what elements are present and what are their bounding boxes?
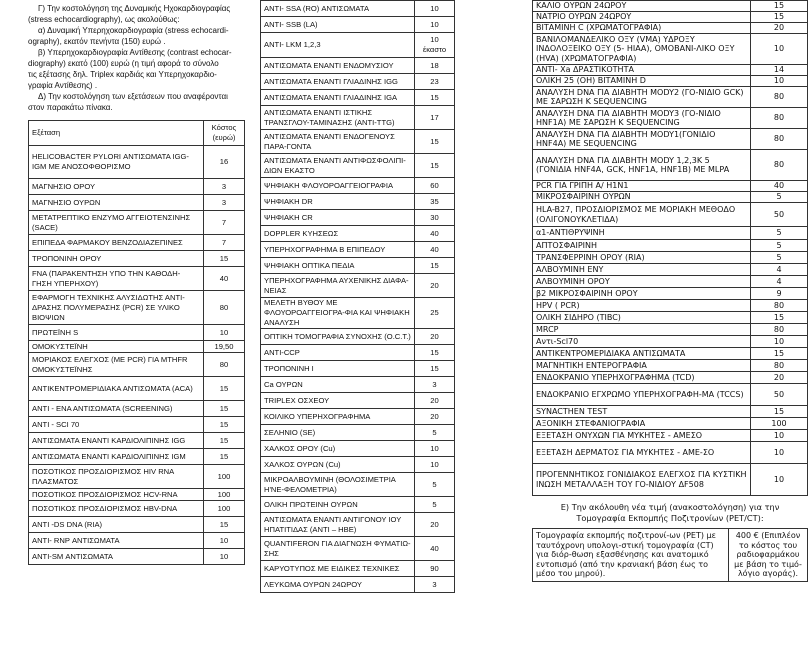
exam-cost-cell: 30	[415, 210, 455, 226]
exam-cost-cell: 90	[415, 561, 455, 577]
table-row	[29, 417, 245, 433]
intro-line: τις εξέτασης δηλ. Triplex καρδιάς και Υπερηχοκαρδιο-	[28, 70, 217, 79]
exam-cost-cell: 15	[415, 361, 455, 377]
table-row	[533, 288, 808, 300]
exam-name-cell: ANTI- LKM 1,2,3	[261, 33, 415, 58]
table-row	[533, 203, 808, 227]
table-row	[29, 377, 245, 401]
exam-cost-cell: 40	[204, 267, 245, 291]
exam-name-cell: ΑΛΒΟΥΜΙΝΗ ΕΝΥ	[533, 264, 751, 276]
exam-name-cell: ΠΟΣΟΤΙΚΟΣ ΠΡΟΣΔΙΟΡΙΣΜΟΣ HIV RNA ΠΛΑΣΜΑΤΟΣ	[29, 465, 204, 489]
exam-cost-cell: 20	[415, 274, 455, 298]
exam-cost-table-3	[532, 0, 808, 496]
exam-cost-cell: 80	[751, 300, 808, 312]
table-row	[29, 353, 245, 377]
exam-cost-table-2	[260, 0, 455, 593]
exam-name-cell: FNA (ΠΑΡΑΚΕΝΤΗΣΗ ΥΠΟ ΤΗΝ ΚΑΘΟΔΗ-ΓΗΣΗ ΥΠΕΡΗΧΟΥ)	[29, 267, 204, 291]
exam-cost-cell: 4	[751, 264, 808, 276]
table-row	[29, 235, 245, 251]
exam-name-cell: ΜΑΓΝΗΣΙΟ ΟΥΡΩΝ	[29, 195, 204, 211]
exam-cost-cell: 15	[751, 406, 808, 418]
exam-name-cell: ΚΟΙΛΙΚΟ ΥΠΕΡΗΧΟΓΡΑΦΗΜΑ	[261, 409, 415, 425]
intro-line: Γ) Την κοστολόγηση της Δυναμικής Ηχοκαρδιογραφίας	[38, 4, 231, 13]
exam-name-cell: HLA-B27, ΠΡΟΣΔΙΟΡΙΣΜΟΣ ΜΕ ΜΟΡΙΑΚΗ ΜΕΘΟΔΟ (ΟΛΙΓΟΝΟΥΚΛΕΤΙΔΑ)	[533, 203, 751, 227]
exam-cost-cell: 10	[415, 1, 455, 17]
exam-name-cell: ΨΗΦΙΑΚΗ DR	[261, 194, 415, 210]
exam-cost-cell: 15	[204, 517, 245, 533]
exam-name-cell: ΠΡΟΓΕΝΝΗΤΙΚΟΣ ΓΟΝΙΔΙΑΚΟΣ ΕΛΕΓΧΟΣ ΓΙΑ ΚΥΣΤΙΚΗ ΙΝΩΣΗ ΜΕΤΑΛΛΑΞΗ ΤΟΥ ΓΟ-ΝΙΔΙΟΥ ΔF508	[533, 464, 751, 496]
exam-cost-cell: 15	[204, 417, 245, 433]
table-row	[261, 210, 455, 226]
exam-name-cell: PCR ΓΙΑ ΓΡΙΠΗ Α/ H1N1	[533, 181, 751, 192]
table-row	[261, 409, 455, 425]
exam-cost-cell: 10	[204, 325, 245, 341]
intro-text	[28, 0, 245, 113]
table-row	[261, 425, 455, 441]
table-row	[29, 179, 245, 195]
intro-line: β) Υπερηχοκαρδιογραφία Αντίθεσης (contrast echocar-	[38, 48, 232, 57]
exam-name-cell: Εξέταση	[29, 121, 204, 146]
table-row	[261, 361, 455, 377]
exam-name-cell: ΑΠΤΟΣΦΑΙΡΙΝΗ	[533, 240, 751, 252]
exam-cost-cell: 19,50	[204, 341, 245, 353]
intro-line: (stress echocardiography), ως ακολούθως:	[28, 15, 180, 24]
exam-cost-cell: 80	[751, 150, 808, 181]
table-row	[29, 533, 245, 549]
table-row	[533, 384, 808, 406]
exam-name-cell: ΑΝΤΙΣΩΜΑΤΑ ΕΝΑΝΤΙ ΙΣΤΙΚΗΣ ΤΡΑΝΣΓΛΟΥ-ΤΑΜΙΝΑΣΗΣ (ANTI-TTG)	[261, 106, 415, 130]
table-row	[29, 251, 245, 267]
exam-name-cell: ΥΠΕΡΗΧΟΓΡΑΦΗΜΑ ΑΥΧΕΝΙΚΗΣ ΔΙΑΦΑ-ΝΕΙΑΣ	[261, 274, 415, 298]
table-row	[29, 146, 245, 179]
table-row	[261, 497, 455, 513]
exam-name-cell: Τομογραφία εκπομπής ποζιτρονί-ων (PET) με ταυτόχρονη υπολογι-στική τομογραφία (CT) για διόρ-θωση εξασθένησης και ανατομικό εντοπισμό (από την κρανιακή βάση έως το μέσο του μηρού).	[533, 529, 729, 582]
exam-cost-cell: 5	[751, 252, 808, 264]
exam-cost-cell: 18	[415, 58, 455, 74]
exam-name-cell: ΤΡΑΝΣΦΕΡΡΙΝΗ ΟΡΟΥ (RIA)	[533, 252, 751, 264]
exam-cost-cell: 5	[751, 192, 808, 203]
table-row	[29, 549, 245, 565]
pet-intro-line: Ε) Την ακόλουθη νέα τιμή (ανακοστολόγηση) για την	[560, 502, 780, 512]
exam-name-cell: ΕΞΕΤΑΣΗ ΟΝΥΧΩΝ ΓΙΑ ΜΥΚΗΤΕΣ - ΑΜΕΣΟ	[533, 430, 751, 442]
exam-cost-cell: 50	[751, 203, 808, 227]
exam-name-cell: ΕΝΔΟΚΡΑΝΙΟ ΥΠΕΡΗΧΟΓΡΑΦΗΜΑ (TCD)	[533, 372, 751, 384]
exam-name-cell: ΟΜΟΚΥΣΤΕΪΝΗ	[29, 341, 204, 353]
table-row	[533, 240, 808, 252]
exam-name-cell: ΑΝΤΙΣΩΜΑΤΑ ΕΝΑΝΤΙ ΓΛΙΑΔΙΝΗΣ IGG	[261, 74, 415, 90]
exam-name-cell: Αντι-Scl70	[533, 336, 751, 348]
exam-cost-cell: 80	[751, 324, 808, 336]
table-row	[533, 348, 808, 360]
exam-name-cell: HPV ( PCR)	[533, 300, 751, 312]
intro-line: diography) εκατό (100) ευρώ (η τιμή αφορά το σύνολο	[28, 59, 219, 68]
table-row	[533, 87, 808, 108]
table-row	[533, 360, 808, 372]
column-middle	[260, 0, 455, 593]
table-row	[261, 242, 455, 258]
table-row	[29, 291, 245, 325]
table-row	[261, 577, 455, 593]
table-row	[261, 561, 455, 577]
exam-cost-cell: 20	[415, 329, 455, 345]
exam-cost-cell: 7	[204, 211, 245, 235]
exam-cost-cell: 14	[751, 65, 808, 76]
exam-name-cell: ΑΝΑΛΥΣΗ DNA ΓΙΑ ΔΙΑΒΗΤΗ MODY1(ΓΟΝΙΔΙΟ HNF4A) ΜΕ SEQUENCING	[533, 129, 751, 150]
table-row	[533, 464, 808, 496]
exam-cost-cell: 15	[415, 90, 455, 106]
exam-cost-cell: 5	[751, 227, 808, 240]
exam-name-cell: ΑΝΤΙΣΩΜΑΤΑ ΕΝΑΝΤΙ ΕΝΔΟΜΥΣΙΟΥ	[261, 58, 415, 74]
exam-name-cell: ΧΑΛΚΟΣ ΟΡΟΥ (Cu)	[261, 441, 415, 457]
exam-cost-cell: 15	[204, 449, 245, 465]
exam-name-cell: ΑΝΤΙ- Xa ΔΡΑΣΤΙΚΟΤΗΤΑ	[533, 65, 751, 76]
exam-name-cell: ΑΝΑΛΥΣΗ DNA ΓΙΑ ΔΙΑΒΗΤΗ MODY2 (ΓΟ-ΝΙΔΙΟ GCK) ΜΕ ΣΑΡΩΣΗ Κ SEQUENCING	[533, 87, 751, 108]
exam-cost-cell: 10	[204, 549, 245, 565]
exam-name-cell: DOPPLER ΚΥΗΣΕΩΣ	[261, 226, 415, 242]
exam-name-cell: ΟΛΙΚΗ ΠΡΩΤΕΙΝΗ ΟΥΡΩΝ	[261, 497, 415, 513]
exam-name-cell: ΑΛΒΟΥΜΙΝΗ ΟΡΟΥ	[533, 276, 751, 288]
table-row	[533, 181, 808, 192]
exam-cost-cell: 4	[751, 276, 808, 288]
table-row	[533, 529, 808, 582]
table-row	[533, 372, 808, 384]
table-row	[29, 267, 245, 291]
exam-name-cell: ΑΝΤΙΣΩΜΑΤΑ ΕΝΑΝΤΙ ΑΝΤΙΓΟΝΟΥ ΙΟΥ ΗΠΑΤΙΤΙΔΑΣ (ΑΝΤΙ – ΗΒΕ)	[261, 513, 415, 537]
exam-cost-cell: 17	[415, 106, 455, 130]
exam-name-cell: ANTI- SSB (LA)	[261, 17, 415, 33]
exam-cost-cell: 15	[415, 345, 455, 361]
table-row	[29, 195, 245, 211]
exam-cost-cell: 10	[415, 457, 455, 473]
exam-name-cell: ΜΙΚΡΟΑΛΒΟΥΜΙΝΗ (ΘΟΛΟΣΙΜΕΤΡΙΑ Η'ΝΕ-ΦΕΛΟΜΕΤΡΙΑ)	[261, 473, 415, 497]
exam-name-cell: ΜΙΚΡΟΣΦΑΙΡΙΝΗ ΟΥΡΩΝ	[533, 192, 751, 203]
exam-name-cell: ΨΗΦΙΑΚΗ CR	[261, 210, 415, 226]
table-row	[261, 329, 455, 345]
table-row	[533, 108, 808, 129]
exam-name-cell: ΠΡΩΤΕΪΝΗ S	[29, 325, 204, 341]
exam-name-cell: ΟΛΙΚΗ ΣΙΔΗΡΟ (TIBC)	[533, 312, 751, 324]
exam-cost-cell: 40	[751, 181, 808, 192]
table-row	[533, 34, 808, 65]
exam-cost-cell: 10	[204, 533, 245, 549]
exam-cost-cell: 15	[415, 130, 455, 154]
table-row	[533, 442, 808, 464]
exam-name-cell: ΜΕΛΕΤΗ ΒΥΘΟΥ ΜΕ ΦΛΟΥΟΡΟΑΓΓΕΙΟΓΡΑ-ΦΙΑ ΚΑΙ ΨΗΦΙΑΚΗ ΑΝΑΛΥΣΗ	[261, 298, 415, 329]
exam-name-cell: ΣΕΛΗΝΙΟ (SE)	[261, 425, 415, 441]
pet-intro-text	[532, 502, 808, 524]
exam-cost-cell: 10	[415, 17, 455, 33]
exam-cost-cell: 5	[415, 473, 455, 497]
table-row	[29, 401, 245, 417]
exam-cost-cell: 400 € (Επιπλέον το κόστος του ραδιοφαρμάκου με βάση το τιμό-λόγιο αγοράς).	[729, 529, 808, 582]
table-row	[533, 418, 808, 430]
table-row	[533, 324, 808, 336]
exam-name-cell: ΕΞΕΤΑΣΗ ΔΕΡΜΑΤΟΣ ΓΙΑ ΜΥΚΗΤΕΣ - ΑΜΕ-ΣΟ	[533, 442, 751, 464]
exam-name-cell: ANTI -DS DNA (RIA)	[29, 517, 204, 533]
exam-name-cell: ΕΝΔΟΚΡΑΝΙΟ ΕΓΧΡΩΜΟ ΥΠΕΡΗΧΟΓΡΑΦΗ-ΜΑ (TCCS)	[533, 384, 751, 406]
table-row	[29, 489, 245, 501]
exam-name-cell: HELICOBACTER PYLORI ΑΝΤΙΣΩΜΑΤΑ IGG-IGM ΜΕ ΑΝΟΣΟΦΘΟΡΙΣΜΟ	[29, 146, 204, 179]
exam-cost-cell: 80	[751, 108, 808, 129]
exam-cost-cell: 15	[415, 154, 455, 178]
exam-cost-cell: 10 έκαστο	[415, 33, 455, 58]
exam-cost-cell: 40	[415, 226, 455, 242]
exam-name-cell: ΚΑΡΥΟΤΥΠΟΣ ΜΕ ΕΙΔΙΚΕΣ ΤΕΧΝΙΚΕΣ	[261, 561, 415, 577]
table-row	[533, 227, 808, 240]
exam-name-cell: ΑΝΤΙΣΩΜΑΤΑ ΕΝΑΝΤΙ ΓΛΙΑΔΙΝΗΣ IGA	[261, 90, 415, 106]
table-row	[261, 377, 455, 393]
exam-cost-cell: 5	[415, 425, 455, 441]
exam-cost-cell: 100	[204, 489, 245, 501]
exam-cost-cell: 5	[751, 240, 808, 252]
table-row	[533, 252, 808, 264]
intro-line: γραφία Αντίθεσης) .	[28, 81, 98, 90]
table-row	[261, 393, 455, 409]
exam-name-cell: ΑΝΤΙΣΩΜΑΤΑ ΕΝΑΝΤΙ ΑΝΤΙΦΩΣΦΟΛΙΠΙ-ΔΙΩΝ ΕΚΑΣΤΟ	[261, 154, 415, 178]
exam-cost-cell: 15	[415, 258, 455, 274]
table-row	[29, 449, 245, 465]
exam-cost-cell: 50	[751, 384, 808, 406]
table-row	[261, 74, 455, 90]
table-row	[29, 433, 245, 449]
table-row	[29, 501, 245, 517]
exam-name-cell: ΜΟΡΙΑΚΟΣ ΕΛΕΓΧΟΣ (ΜΕ PCR) ΓΙΑ MTHFR ΟΜΟΚΥΣΤΕΪΝΗΣ	[29, 353, 204, 377]
exam-cost-cell: 10	[751, 76, 808, 87]
table-row	[261, 226, 455, 242]
table-row	[261, 473, 455, 497]
exam-name-cell: ΟΠΤΙΚΗ ΤΟΜΟΓΡΑΦΙΑ ΣΥΝΟΧΗΣ (O.C.T.)	[261, 329, 415, 345]
column-left	[28, 0, 245, 565]
table-row	[261, 106, 455, 130]
exam-name-cell: ΒΙΤΑΜΙΝΗ C (ΧΡΩΜΑΤΟΓΡΑΦΙΑ)	[533, 23, 751, 34]
exam-cost-cell: 15	[204, 377, 245, 401]
exam-cost-cell: 3	[415, 577, 455, 593]
exam-cost-cell: 100	[204, 465, 245, 489]
exam-cost-cell: 23	[415, 74, 455, 90]
table-row	[261, 441, 455, 457]
exam-cost-cell: 60	[415, 178, 455, 194]
exam-name-cell: ΚΑΛΙΟ ΟΥΡΩΝ 24ΩΡΟΥ	[533, 1, 751, 12]
exam-cost-cell: 80	[751, 129, 808, 150]
exam-name-cell: ΑΝΤΙΚΕΝΤΡΟΜΕΡΙΔΙΑΚΑ ΑΝΤΙΣΩΜΑΤΑ (ACA)	[29, 377, 204, 401]
exam-name-cell: ΑΝΤΙΣΩΜΑΤΑ ΕΝΑΝΤΙ ΚΑΡΔΙΟΛΙΠΙΝΗΣ IGM	[29, 449, 204, 465]
table-row	[533, 76, 808, 87]
exam-name-cell: ΑΝΤΙΣΩΜΑΤΑ ΕΝΑΝΤΙ ΕΝΔΟΓΕΝΟΥΣ ΠΑΡΑ-ΓΟΝΤΑ	[261, 130, 415, 154]
table-row	[533, 264, 808, 276]
table-row	[261, 345, 455, 361]
exam-cost-cell: 15	[204, 251, 245, 267]
exam-name-cell: ΟΛΙΚΗ 25 (ΟΗ) ΒΙΤΑΜΙΝΗ D	[533, 76, 751, 87]
exam-cost-cell: 10	[751, 442, 808, 464]
exam-cost-table-1	[28, 120, 245, 565]
exam-cost-cell: 10	[751, 336, 808, 348]
exam-name-cell: TRIPLEX ΟΣΧΕΟΥ	[261, 393, 415, 409]
exam-cost-cell: Κόστος (ευρώ)	[204, 121, 245, 146]
exam-cost-cell: 9	[751, 288, 808, 300]
exam-name-cell: ΒΑΝΙΛΟΜΑΝΔΕΛΙΚΟ ΟΞΥ (VMA) ΥΔΡΟΞΥ ΙΝΔΟΛΟΞΕΙΚΟ ΟΞΥ (5- HIAA), ΟΜΟΒΑΝΙ-ΛΙΚΟ ΟΞΥ (HVA) (ΧΡΩΜΑΤΟΓΡΑΦΙΑ)	[533, 34, 751, 65]
exam-name-cell: ANTI-SM ΑΝΤΙΣΩΜΑΤΑ	[29, 549, 204, 565]
exam-cost-cell: 35	[415, 194, 455, 210]
exam-cost-cell: 20	[415, 513, 455, 537]
table-row	[533, 430, 808, 442]
table-row	[29, 517, 245, 533]
exam-name-cell: ΛΕΥΚΩΜΑ ΟΥΡΩΝ 24ΩΡΟΥ	[261, 577, 415, 593]
exam-name-cell: ΤΡΟΠΟΝΙΝΗ ΟΡΟΥ	[29, 251, 204, 267]
exam-name-cell: Ca ΟΥΡΩΝ	[261, 377, 415, 393]
exam-name-cell: α1-ΑΝΤΙΘΡΥΨΙΝΗ	[533, 227, 751, 240]
exam-cost-cell: 25	[415, 298, 455, 329]
exam-cost-cell: 15	[751, 312, 808, 324]
intro-line: στον παρακάτω πίνακα.	[28, 103, 113, 112]
exam-name-cell: ΑΝΤΙΣΩΜΑΤΑ ΕΝΑΝΤΙ ΚΑΡΔΙΟΛΙΠΙΝΗΣ IGG	[29, 433, 204, 449]
pet-ct-table	[532, 528, 808, 582]
column-right	[532, 0, 808, 582]
table-row	[261, 178, 455, 194]
exam-name-cell: ΤΡΟΠΟΝΙΝΗ Ι	[261, 361, 415, 377]
table-row	[261, 194, 455, 210]
exam-name-cell: ΠΟΣΟΤΙΚΟΣ ΠΡΟΣΔΙΟΡΙΣΜΟΣ HCV-RNA	[29, 489, 204, 501]
exam-name-cell: ΨΗΦΙΑΚΗ ΦΛΟΥΟΡΟΑΓΓΕΙΟΓΡΑΦΙΑ	[261, 178, 415, 194]
table-row	[261, 298, 455, 329]
exam-name-cell: ANTI- SSA (RO) ΑΝΤΙΣΩΜΑΤΑ	[261, 1, 415, 17]
table-header-row	[29, 121, 245, 146]
table-row	[29, 325, 245, 341]
table-row	[261, 513, 455, 537]
intro-line: α) Δυναμική Υπερηχοκαρδιογραφία (stress echocardi-	[38, 26, 229, 35]
exam-name-cell: ANTI-CCP	[261, 345, 415, 361]
table-row	[533, 300, 808, 312]
table-row	[261, 537, 455, 561]
exam-name-cell: ΜΕΤΑΤΡΕΠΤΙΚΟ ΕΝΖΥΜΟ ΑΓΓΕΙΟΤΕΝΣΙΝΗΣ (SACE)	[29, 211, 204, 235]
table-row	[533, 406, 808, 418]
table-row	[261, 17, 455, 33]
exam-name-cell: ΕΠΙΠΕΔΑ ΦΑΡΜΑΚΟΥ ΒΕΝΖΟΔΙΑΖΕΠΙΝΕΣ	[29, 235, 204, 251]
table-row	[261, 154, 455, 178]
intro-line: ography), εκατόν πενήντα (150) ευρώ .	[28, 37, 166, 46]
exam-cost-cell: 40	[415, 242, 455, 258]
exam-name-cell: ΧΑΛΚΟΣ ΟΥΡΩΝ (Cu)	[261, 457, 415, 473]
exam-name-cell: ΑΝΑΛΥΣΗ DNA ΓΙΑ ΔΙΑΒΗΤΗ MODY3 (ΓΟ-ΝΙΔΙΟ HNF1A) ΜΕ ΣΑΡΩΣΗ Κ SEQUENCING	[533, 108, 751, 129]
exam-cost-cell: 40	[415, 537, 455, 561]
table-row	[533, 276, 808, 288]
exam-name-cell: ANTI- RNP ΑΝΤΙΣΩΜΑΤΑ	[29, 533, 204, 549]
exam-cost-cell: 20	[415, 409, 455, 425]
exam-cost-cell: 80	[204, 353, 245, 377]
exam-cost-cell: 10	[751, 464, 808, 496]
table-row	[533, 129, 808, 150]
exam-name-cell: ΑΝΑΛΥΣΗ DNA ΓΙΑ ΔΙΑΒΗΤΗ MODY 1,2,3Κ 5 (ΓΟΝΙΔΙΑ HNF4A, GCK, HNF1A, HNF1B) ΜΕ MLPA	[533, 150, 751, 181]
table-row	[261, 457, 455, 473]
exam-name-cell: SYNACTHEN TEST	[533, 406, 751, 418]
exam-cost-cell: 7	[204, 235, 245, 251]
table-row	[533, 192, 808, 203]
table-row	[261, 130, 455, 154]
exam-name-cell: MRCP	[533, 324, 751, 336]
table-row	[533, 336, 808, 348]
exam-cost-cell: 10	[751, 34, 808, 65]
exam-name-cell: ΨΗΦΙΑΚΗ ΟΠΤΙΚΑ ΠΕΔΙΑ	[261, 258, 415, 274]
intro-line: Δ) Την κοστολόγηση των εξετάσεων που αναφέρονται	[38, 92, 228, 101]
table-row	[261, 274, 455, 298]
exam-cost-cell: 10	[751, 430, 808, 442]
exam-cost-cell: 80	[204, 291, 245, 325]
exam-cost-cell: 20	[751, 372, 808, 384]
exam-cost-cell: 3	[204, 179, 245, 195]
table-row	[29, 211, 245, 235]
exam-cost-cell: 3	[204, 195, 245, 211]
pet-intro-line: Τομογραφία Εκπομπής Ποζιτρονίων (PET/CT):	[576, 513, 764, 523]
table-row	[261, 58, 455, 74]
table-row	[533, 65, 808, 76]
exam-cost-cell: 100	[751, 418, 808, 430]
table-row	[29, 341, 245, 353]
exam-name-cell: ΑΞΟΝΙΚΗ ΣΤΕΦΑΝΙΟΓΡΑΦΙΑ	[533, 418, 751, 430]
table-row	[29, 465, 245, 489]
table-row	[261, 90, 455, 106]
exam-name-cell: β2 ΜΙΚΡΟΣΦΑΙΡΙΝΗ ΟΡΟΥ	[533, 288, 751, 300]
exam-name-cell: ANTI - SCI 70	[29, 417, 204, 433]
exam-name-cell: ΑΝΤΙΚΕΝΤΡΟΜΕΡΙΔΙΑΚΑ ΑΝΤΙΣΩΜΑΤΑ	[533, 348, 751, 360]
exam-name-cell: ΕΦΑΡΜΟΓΗ ΤΕΧΝΙΚΗΣ ΑΛΥΣΙΔΩΤΗΣ ΑΝΤΙ-ΔΡΑΣΗΣ ΠΟΛΥΜΕΡΑΣΗΣ (PCR) ΣΕ ΥΛΙΚΟ ΒΙΟΨΙΩΝ	[29, 291, 204, 325]
exam-cost-cell: 80	[751, 87, 808, 108]
exam-cost-cell: 16	[204, 146, 245, 179]
exam-cost-cell: 10	[415, 441, 455, 457]
exam-cost-cell: 15	[751, 1, 808, 12]
exam-cost-cell: 15	[751, 348, 808, 360]
exam-cost-cell: 5	[415, 497, 455, 513]
exam-name-cell: ΜΑΓΝΗΤΙΚΗ ΕΝΤΕΡΟΓΡΑΦΙΑ	[533, 360, 751, 372]
exam-cost-cell: 3	[415, 377, 455, 393]
exam-cost-cell: 80	[751, 360, 808, 372]
exam-name-cell: QUANTIFERON ΓΙΑ ΔΙΑΓΝΩΣΗ ΦΥΜΑΤΙΩ-ΣΗΣ	[261, 537, 415, 561]
exam-cost-cell: 100	[204, 501, 245, 517]
table-row	[533, 23, 808, 34]
exam-cost-cell: 15	[751, 12, 808, 23]
exam-name-cell: ΥΠΕΡΗΧΟΓΡΑΦΗΜΑ Β ΕΠΙΠΕΔΟΥ	[261, 242, 415, 258]
table-row	[533, 12, 808, 23]
exam-cost-cell: 15	[204, 401, 245, 417]
exam-name-cell: ΜΑΓΝΗΣΙΟ ΟΡΟΥ	[29, 179, 204, 195]
exam-name-cell: ΠΟΣΟΤΙΚΟΣ ΠΡΟΣΔΙΟΡΙΣΜΟΣ HBV-DNA	[29, 501, 204, 517]
exam-cost-cell: 15	[204, 433, 245, 449]
table-row	[261, 258, 455, 274]
exam-name-cell: ΝΑΤΡΙΟ ΟΥΡΩΝ 24ΩΡΟΥ	[533, 12, 751, 23]
exam-cost-cell: 20	[751, 23, 808, 34]
table-row	[261, 33, 455, 58]
table-row	[261, 1, 455, 17]
exam-cost-cell: 20	[415, 393, 455, 409]
table-row	[533, 312, 808, 324]
exam-name-cell: ANTI - ΕΝΑ ΑΝΤΙΣΩΜΑΤΑ (SCREENING)	[29, 401, 204, 417]
table-row	[533, 1, 808, 12]
table-row	[533, 150, 808, 181]
